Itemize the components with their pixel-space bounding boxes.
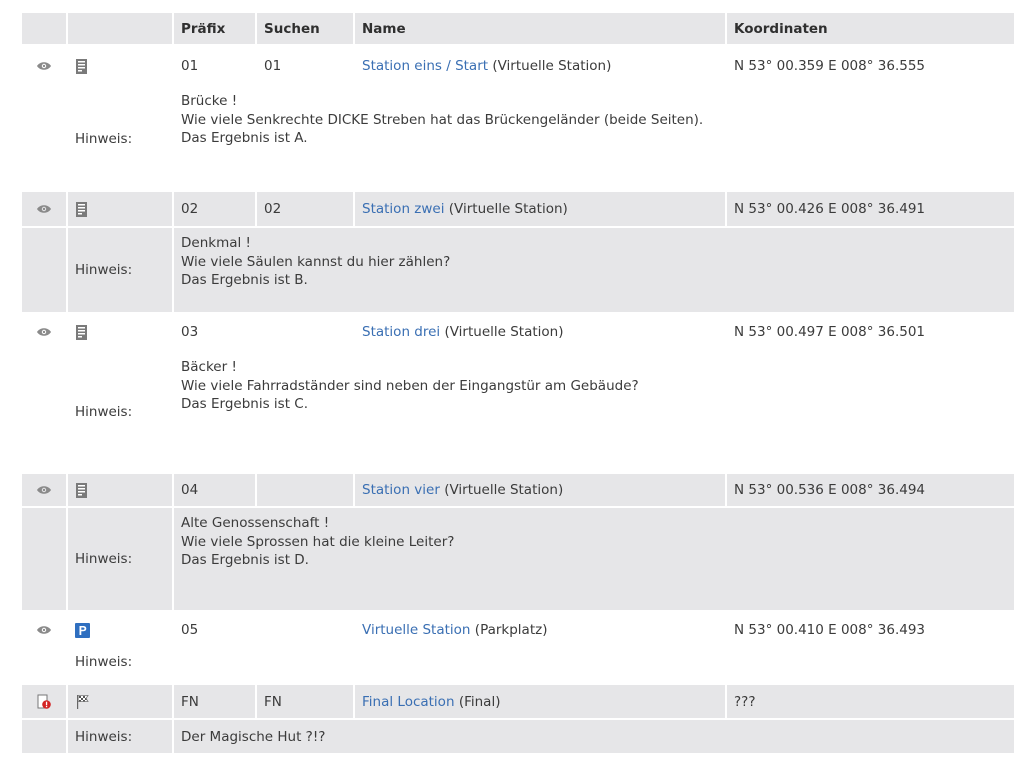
name-cell bbox=[355, 314, 725, 350]
visibility-cell[interactable] bbox=[22, 474, 66, 506]
final-warning-icon bbox=[36, 694, 52, 710]
waypoint-link[interactable]: Station vier bbox=[362, 482, 440, 498]
type-cell bbox=[68, 474, 172, 506]
waypoint-link[interactable]: Station eins / Start bbox=[362, 58, 489, 74]
note-label: Hinweis: bbox=[68, 650, 172, 683]
lookup-cell: 02 bbox=[257, 192, 353, 226]
eye-icon[interactable] bbox=[36, 485, 52, 495]
type-cell bbox=[68, 685, 172, 718]
waypoint-note-row-5 bbox=[22, 650, 1014, 683]
waypoint-row-5 bbox=[22, 612, 1014, 648]
type-cell bbox=[68, 314, 172, 350]
header-name: Name bbox=[355, 13, 725, 44]
waypoint-type: (Virtuelle Station) bbox=[492, 58, 612, 74]
virtual-stage-icon bbox=[75, 482, 88, 499]
visibility-cell[interactable] bbox=[22, 192, 66, 226]
lookup-cell bbox=[257, 474, 353, 506]
waypoint-note-row-1 bbox=[22, 88, 1014, 190]
virtual-stage-icon bbox=[75, 201, 88, 218]
waypoint-type: (Final) bbox=[458, 693, 501, 710]
waypoint-note-row-2 bbox=[22, 228, 1014, 312]
note-label: Hinweis: bbox=[68, 228, 172, 312]
prefix-cell: FN bbox=[174, 685, 255, 718]
waypoint-row-6 bbox=[22, 685, 1014, 718]
note-label: Hinweis: bbox=[68, 720, 172, 753]
eye-icon[interactable] bbox=[36, 61, 52, 71]
waypoint-row-4 bbox=[22, 474, 1014, 506]
virtual-stage-icon bbox=[75, 324, 88, 341]
virtual-stage-icon bbox=[75, 58, 88, 75]
type-cell bbox=[68, 612, 172, 648]
lookup-cell: 01 bbox=[257, 46, 353, 86]
table-header-row bbox=[22, 13, 1014, 44]
header-type bbox=[68, 13, 172, 44]
lookup-cell: FN bbox=[257, 685, 353, 718]
prefix-cell: 01 bbox=[174, 46, 255, 86]
prefix-cell: 05 bbox=[174, 612, 255, 648]
eye-icon[interactable] bbox=[36, 625, 52, 635]
status-cell bbox=[22, 685, 66, 718]
prefix-cell: 04 bbox=[174, 474, 255, 506]
note-text: Bäcker ! Wie viele Fahrradständer sind neben der Eingangstür am Gebäude? Das Ergebnis ist C. bbox=[174, 352, 1014, 472]
header-coordinates: Koordinaten bbox=[727, 13, 1014, 44]
visibility-cell[interactable] bbox=[22, 314, 66, 350]
note-text: Denkmal ! Wie viele Säulen kannst du hier zählen? Das Ergebnis ist B. bbox=[174, 228, 1014, 312]
note-text: Brücke ! Wie viele Senkrechte DICKE Streben hat das Brückengeländer (beide Seiten). Das Ergebnis ist A. bbox=[174, 88, 1014, 190]
waypoint-type: (Virtuelle Station) bbox=[448, 201, 568, 217]
waypoint-row-2 bbox=[22, 192, 1014, 226]
eye-icon[interactable] bbox=[36, 204, 52, 214]
coordinates-cell: ??? bbox=[727, 685, 1014, 718]
note-label: Hinweis: bbox=[68, 508, 172, 610]
prefix-cell: 02 bbox=[174, 192, 255, 226]
waypoint-link[interactable]: Final Location bbox=[362, 693, 455, 710]
lookup-cell bbox=[257, 612, 353, 648]
note-label: Hinweis: bbox=[68, 88, 172, 190]
type-cell bbox=[68, 192, 172, 226]
name-cell bbox=[355, 685, 725, 718]
header-prefix: Präfix bbox=[174, 13, 255, 44]
waypoint-row-1 bbox=[22, 46, 1014, 86]
coordinates-cell: N 53° 00.426 E 008° 36.491 bbox=[727, 192, 1014, 226]
note-label: Hinweis: bbox=[68, 352, 172, 472]
header-visibility bbox=[22, 13, 66, 44]
name-cell bbox=[355, 474, 725, 506]
waypoint-note-row-3 bbox=[22, 352, 1014, 472]
waypoint-type: (Virtuelle Station) bbox=[444, 482, 564, 498]
name-cell bbox=[355, 46, 725, 86]
coordinates-cell: N 53° 00.536 E 008° 36.494 bbox=[727, 474, 1014, 506]
waypoint-row-3 bbox=[22, 314, 1014, 350]
parking-icon bbox=[75, 623, 90, 638]
waypoint-type: (Parkplatz) bbox=[474, 622, 548, 638]
waypoint-note-row-6 bbox=[22, 720, 1014, 753]
visibility-cell[interactable] bbox=[22, 46, 66, 86]
waypoint-table-container bbox=[22, 13, 1012, 755]
visibility-cell[interactable] bbox=[22, 612, 66, 648]
lookup-cell bbox=[257, 314, 353, 350]
note-text: Alte Genossenschaft ! Wie viele Sprossen hat die kleine Leiter? Das Ergebnis ist D. bbox=[174, 508, 1014, 610]
note-text: Der Magische Hut ?!? bbox=[174, 720, 1014, 753]
waypoint-type: (Virtuelle Station) bbox=[444, 324, 564, 340]
waypoint-link[interactable]: Station drei bbox=[362, 324, 441, 340]
waypoint-note-row-4 bbox=[22, 508, 1014, 610]
coordinates-cell: N 53° 00.497 E 008° 36.501 bbox=[727, 314, 1014, 350]
header-lookup: Suchen bbox=[257, 13, 353, 44]
eye-icon[interactable] bbox=[36, 327, 52, 337]
name-cell bbox=[355, 612, 725, 648]
type-cell bbox=[68, 46, 172, 86]
waypoint-link[interactable]: Station zwei bbox=[362, 201, 445, 217]
final-flag-icon bbox=[75, 694, 91, 710]
prefix-cell: 03 bbox=[174, 314, 255, 350]
name-cell bbox=[355, 192, 725, 226]
coordinates-cell: N 53° 00.410 E 008° 36.493 bbox=[727, 612, 1014, 648]
waypoint-link[interactable]: Virtuelle Station bbox=[362, 622, 471, 638]
coordinates-cell: N 53° 00.359 E 008° 36.555 bbox=[727, 46, 1014, 86]
waypoint-table bbox=[20, 11, 1016, 755]
note-text bbox=[174, 650, 1014, 683]
